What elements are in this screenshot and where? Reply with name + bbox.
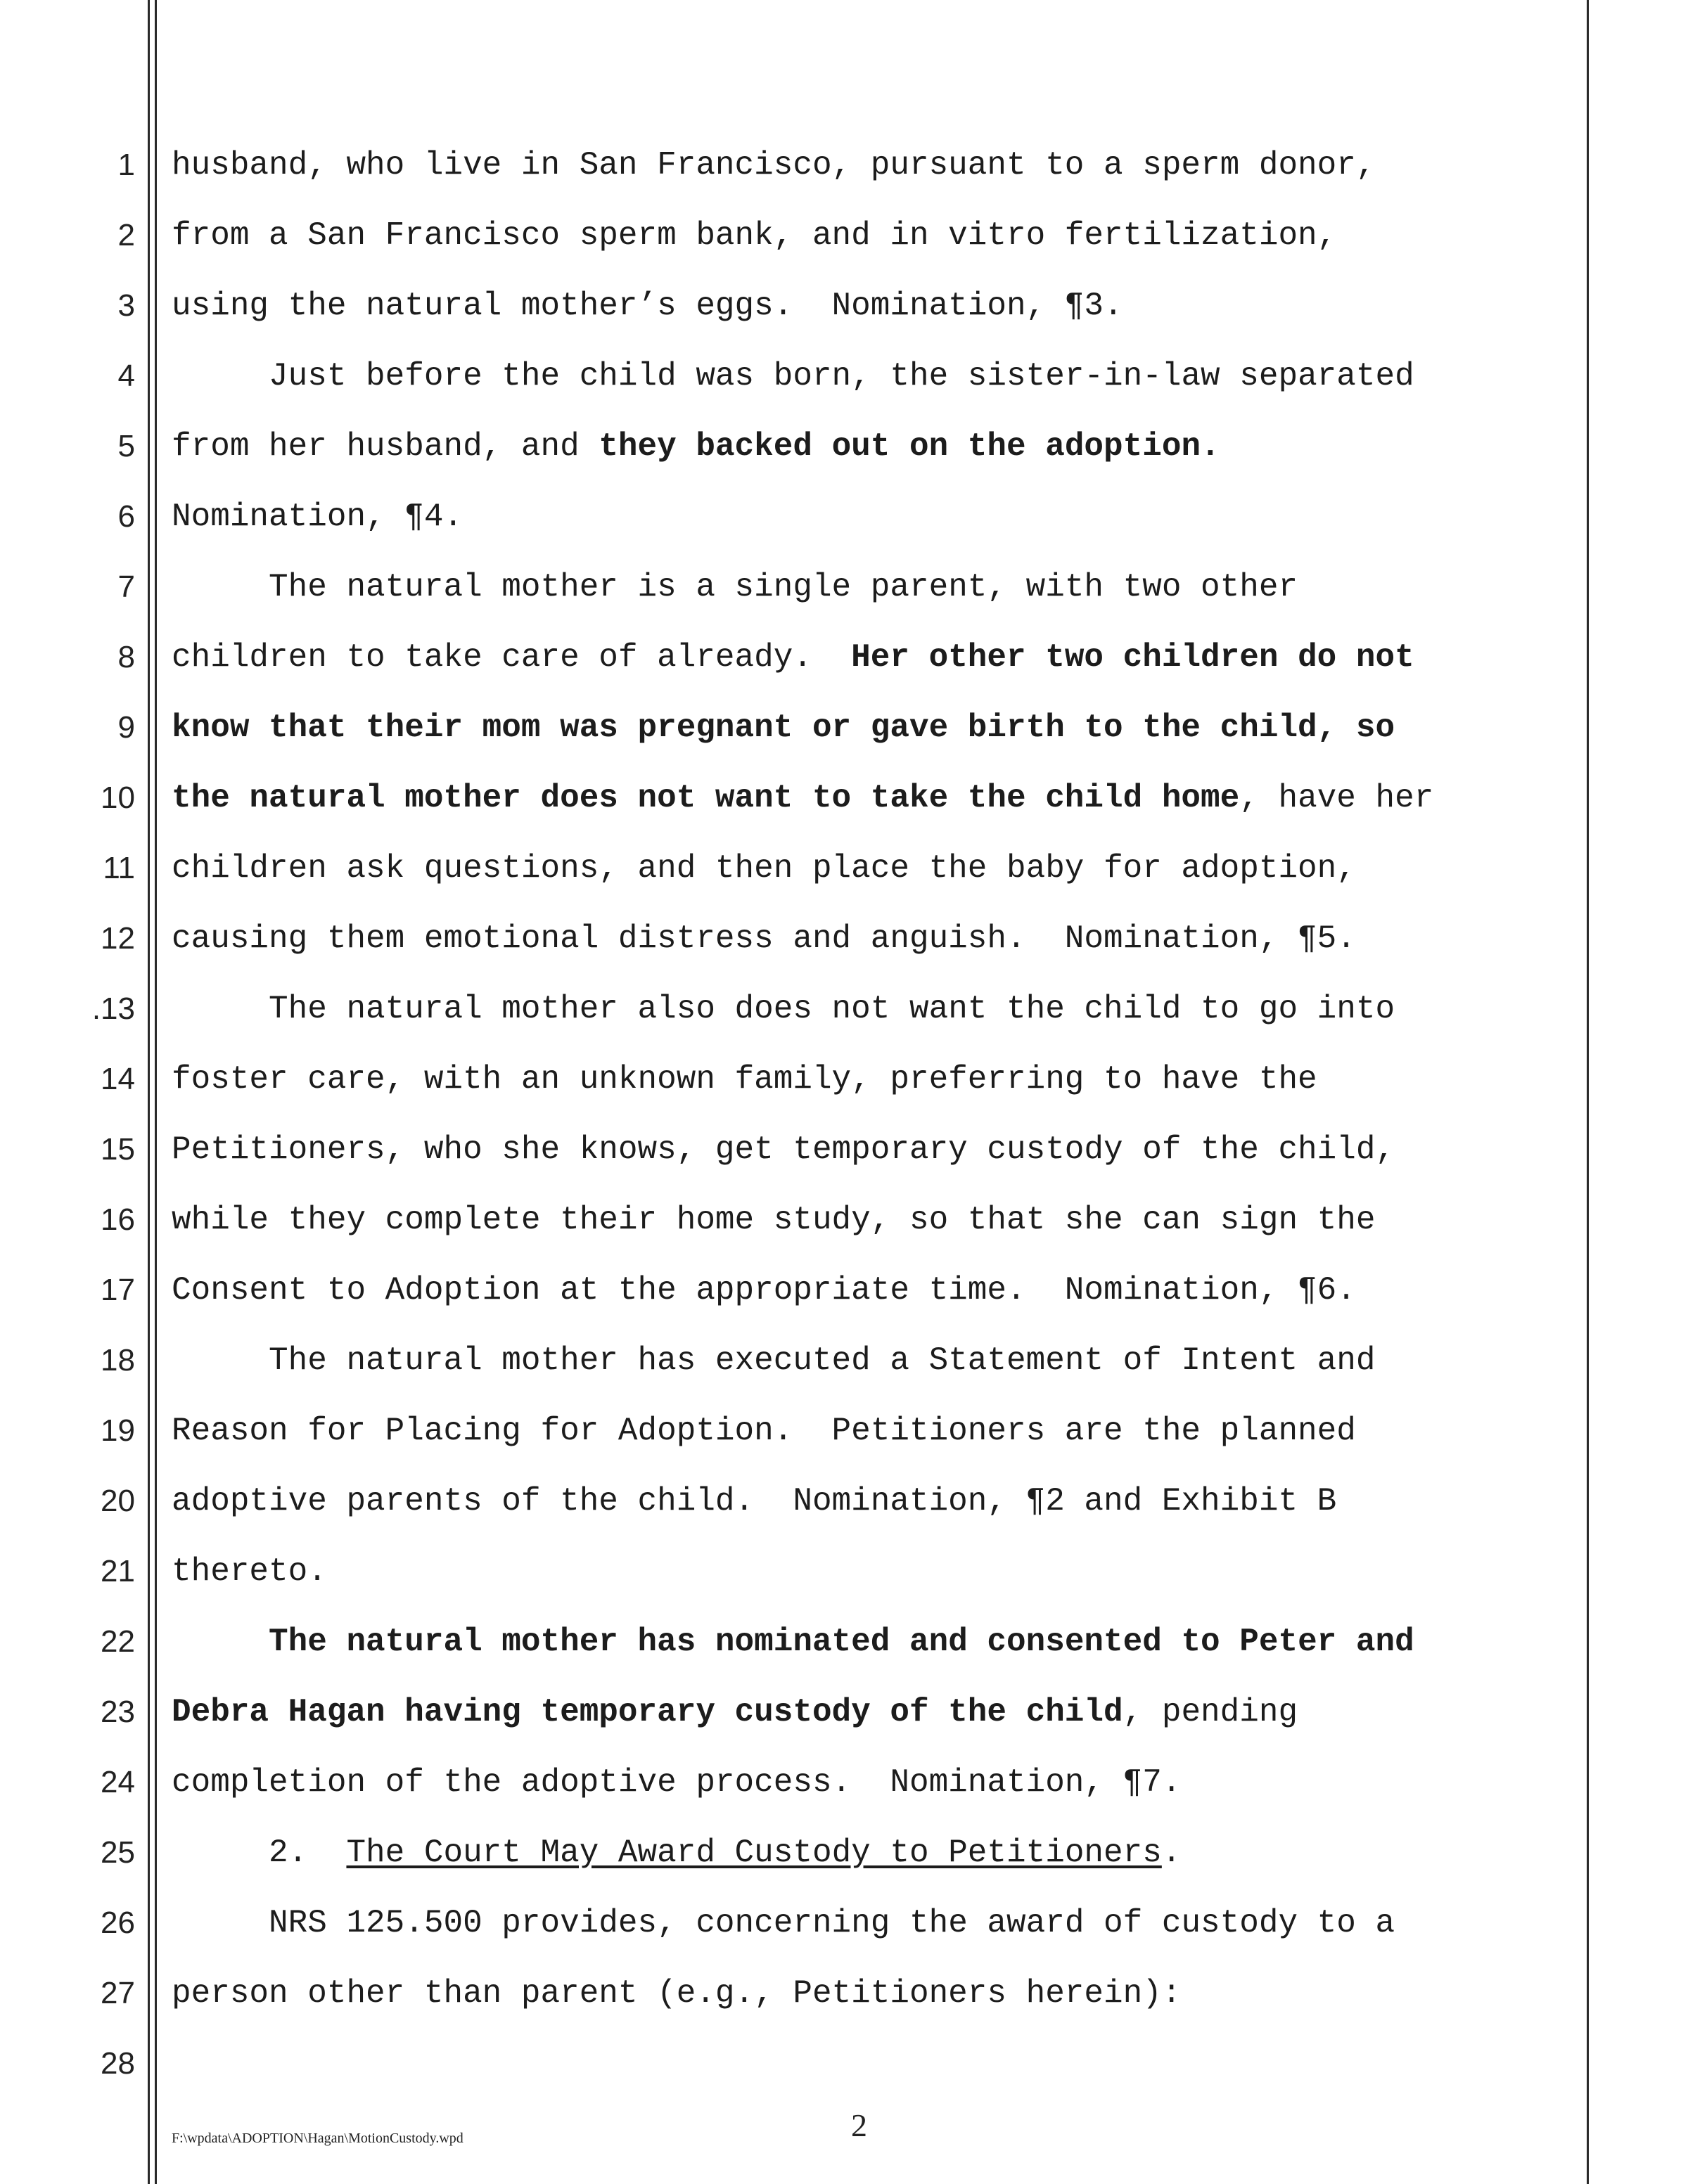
- line-number: 12: [101, 921, 135, 956]
- text-line: [172, 904, 1571, 974]
- line-number: 2: [117, 218, 135, 252]
- text-line: [172, 693, 1571, 763]
- text-line: [172, 1185, 1571, 1255]
- text-run: while they complete their home study, so that she can sign the: [172, 1202, 1376, 1238]
- footer-file-path: F:\wpdata\ADOPTION\Hagan\MotionCustody.wpd: [172, 2131, 463, 2146]
- text-line: [172, 622, 1571, 693]
- line-number: 9: [117, 710, 135, 745]
- line-number: 14: [101, 1062, 135, 1096]
- line-number: 3: [117, 288, 135, 323]
- text-run: Consent to Adoption at the appropriate time. Nomination, ¶6.: [172, 1272, 1356, 1309]
- line-indent: [172, 1624, 269, 1660]
- line-number: 8: [117, 640, 135, 674]
- bold-text: the natural mother does not want to take the child home: [172, 780, 1240, 816]
- text-line: [172, 411, 1571, 482]
- right-margin-rule: [1587, 0, 1589, 2184]
- text-run: , have her: [1239, 780, 1434, 816]
- line-number: 22: [101, 1624, 135, 1659]
- text-run: completion of the adoptive process. Nomination, ¶7.: [172, 1764, 1182, 1801]
- text-run: children ask questions, and then place the baby for adoption,: [172, 850, 1356, 887]
- text-line: [172, 1607, 1571, 1677]
- line-number: 15: [101, 1132, 135, 1167]
- text-line: [172, 1818, 1571, 1888]
- text-run: husband, who live in San Francisco, pursuant to a sperm donor,: [172, 147, 1376, 184]
- bold-text: they backed out on the adoption.: [599, 428, 1220, 465]
- text-line: [172, 1677, 1571, 1747]
- line-number: 16: [101, 1202, 135, 1237]
- text-run: causing them emotional distress and anguish. Nomination, ¶5.: [172, 920, 1356, 957]
- text-line: [172, 974, 1571, 1044]
- line-number: 4: [117, 359, 135, 393]
- section-heading: The Court May Award Custody to Petitioners: [346, 1835, 1162, 1871]
- text-line: [172, 552, 1571, 622]
- text-run: using the natural mother’s eggs. Nomination, ¶3.: [172, 288, 1123, 324]
- line-indent: [172, 569, 269, 605]
- line-indent: [172, 991, 269, 1027]
- text-run: The natural mother has executed a Statement of Intent and: [269, 1342, 1376, 1379]
- page-number: 2: [851, 2107, 867, 2143]
- text-line: [172, 1466, 1571, 1536]
- line-number: 20: [101, 1484, 135, 1518]
- line-indent: [172, 1905, 269, 1941]
- text-line: [172, 1958, 1571, 2029]
- bold-text: Debra Hagan having temporary custody of the child: [172, 1694, 1123, 1730]
- text-run: 2.: [269, 1835, 347, 1871]
- line-indent: [172, 1835, 269, 1871]
- text-line: [172, 1396, 1571, 1466]
- text-line: [172, 341, 1571, 411]
- line-indent: [172, 358, 269, 394]
- text-run: adoptive parents of the child. Nomination, ¶2 and Exhibit B: [172, 1483, 1337, 1520]
- line-number: 6: [117, 499, 135, 534]
- bold-text: know that their mom was pregnant or gave birth to the child, so: [172, 709, 1395, 746]
- text-run: from a San Francisco sperm bank, and in vitro fertilization,: [172, 217, 1337, 254]
- text-line: [172, 1888, 1571, 1958]
- line-number: 28: [101, 2046, 135, 2081]
- left-margin-rule-inner: [155, 0, 157, 2184]
- line-number: 7: [117, 570, 135, 604]
- text-run: NRS 125.500 provides, concerning the award of custody to a: [269, 1905, 1395, 1941]
- text-line: [172, 833, 1571, 904]
- text-line: [172, 482, 1571, 552]
- text-run: Reason for Placing for Adoption. Petitioners are the planned: [172, 1413, 1356, 1449]
- line-number: 27: [101, 1976, 135, 2010]
- text-run: Nomination, ¶4.: [172, 499, 463, 535]
- text-run: person other than parent (e.g., Petitioners herein):: [172, 1975, 1182, 2012]
- text-line: [172, 200, 1571, 271]
- line-number: 1: [117, 148, 135, 182]
- text-run: The natural mother also does not want the child to go into: [269, 991, 1395, 1027]
- line-number: 23: [101, 1695, 135, 1729]
- line-number: 21: [101, 1554, 135, 1588]
- text-run: , pending: [1123, 1694, 1298, 1730]
- text-run: Just before the child was born, the sister-in-law separated: [269, 358, 1414, 394]
- bold-text: The natural mother has nominated and consented to Peter and: [269, 1624, 1414, 1660]
- line-number: 25: [101, 1835, 135, 1870]
- text-line: [172, 763, 1571, 833]
- line-number: 11: [103, 851, 135, 885]
- text-line: [172, 1115, 1571, 1185]
- text-line: [172, 1255, 1571, 1325]
- line-number: 19: [101, 1413, 135, 1448]
- text-run: children to take care of already.: [172, 639, 852, 676]
- text-run: foster care, with an unknown family, preferring to have the: [172, 1061, 1317, 1098]
- line-number: 24: [101, 1765, 135, 1799]
- text-run: .: [1161, 1835, 1182, 1871]
- text-line: [172, 1747, 1571, 1818]
- line-number: 26: [101, 1906, 135, 1940]
- text-run: The natural mother is a single parent, with two other: [269, 569, 1298, 605]
- text-line: [172, 271, 1571, 341]
- line-number: 17: [101, 1273, 135, 1307]
- text-line: [172, 130, 1571, 200]
- line-indent: [172, 1342, 269, 1379]
- left-margin-rule-outer: [148, 0, 150, 2184]
- bold-text: Her other two children do not: [851, 639, 1414, 676]
- line-number: .13: [91, 991, 135, 1026]
- text-run: thereto.: [172, 1553, 327, 1590]
- text-line: [172, 1325, 1571, 1396]
- line-number: 10: [101, 781, 135, 815]
- text-run: Petitioners, who she knows, get temporary custody of the child,: [172, 1131, 1395, 1168]
- text-run: from her husband, and: [172, 428, 599, 465]
- text-line: [172, 1536, 1571, 1607]
- text-line: [172, 1044, 1571, 1115]
- text-line: [172, 2029, 1571, 2099]
- line-number: 18: [101, 1343, 135, 1377]
- line-number: 5: [117, 429, 135, 463]
